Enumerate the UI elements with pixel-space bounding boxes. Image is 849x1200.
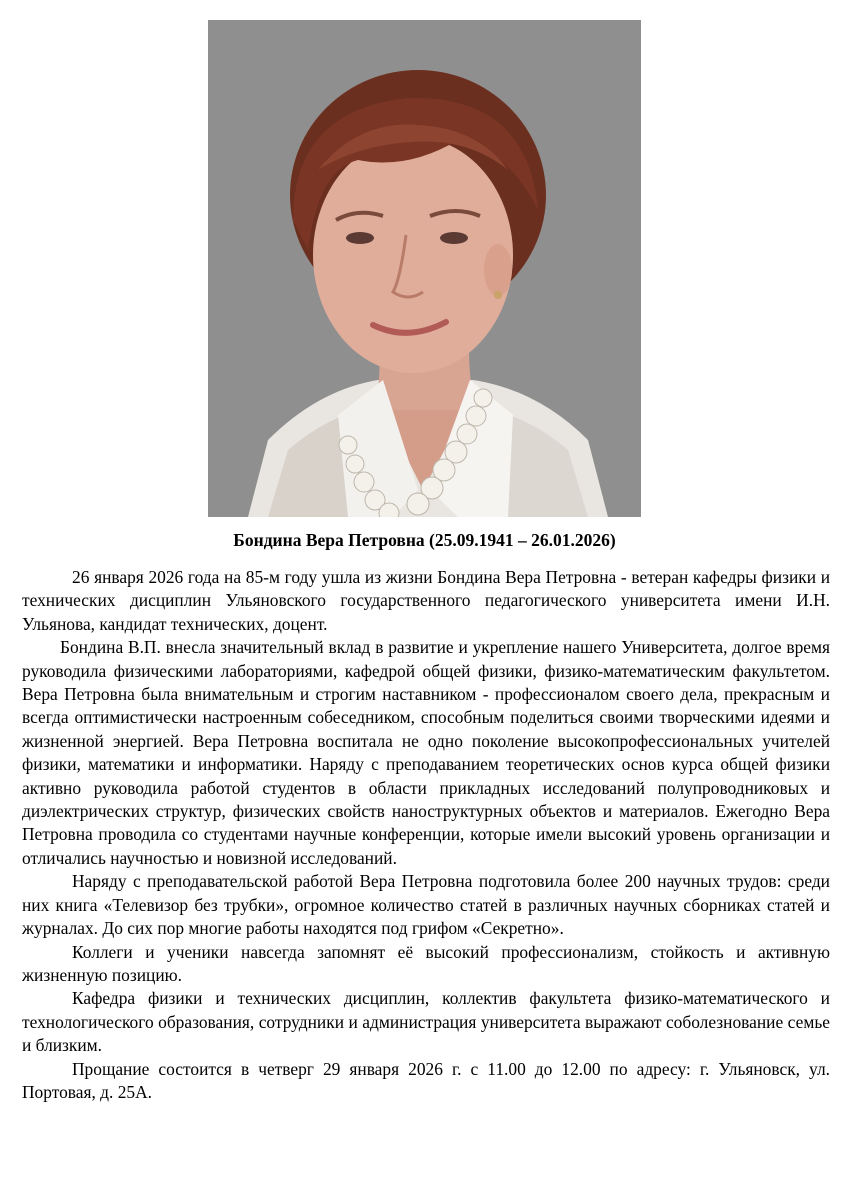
obituary-title: Бондина Вера Петровна (25.09.1941 – 26.01.2026) [233,530,616,550]
obituary-text [22,566,830,1104]
paragraph-condolences: Кафедра физики и технических дисциплин, коллектив факультета физико-математического и технологического образования, сотрудники и администрация университета выражают соболезнование семье и близким. [22,988,830,1056]
paragraph-announcement: 26 января 2026 года на 85-м году ушла из жизни Бондина Вера Петровна - ветеран кафедры физики и технических дисциплин Ульяновского государственного педагогического университета имени И.Н. Ульянова, кандидат технических, доцент. [22,567,830,634]
portrait-photo [208,20,641,517]
portrait-illustration [208,20,641,517]
paragraph-farewell: Прощание состоится в четверг 29 января 2026 г. с 11.00 до 12.00 по адресу: г. Ульяновск, ул. Портовая, д. 25А. [22,1058,830,1102]
paragraph-publications: Наряду с преподавательской работой Вера Петровна подготовила более 200 научных трудов: среди них книга «Телевизор без трубки», огромное количество статей в различных научных сборниках статей и журналах. До сих пор многие работы находятся под грифом «Секретно». [22,871,830,939]
paragraph-contribution: Бондина В.П. внесла значительный вклад в развитие и укрепление нашего Университета, долгое время руководила физическими лабораториями, кафедрой общей физики, физико-математическим факультетом. Вера Петровна была внимательным и строгим наставником - профессионалом своего дела, прекрасным и всегда оптимистически настроенным собеседником, способным поделиться своими творческими идеями и жизненной энергией. Вера Петровна воспитала не одно поколение высокопрофессиональных учителей физики, математики и информатики. Наряду с преподаванием теоретических основ курса общей физики активно руководила работой студентов в области прикладных исследований полупроводниковых и диэлектрических структур, физических свойств наноструктурных объектов и материалов. Ежегодно Вера Петровна проводила со студентами научные конференции, которые имели высокий уровень организации и отличались научностью и новизной исследований. [22,637,830,868]
paragraph-remembrance: Коллеги и ученики навсегда запомнят её высокий профессионализм, стойкость и активную жизненную позицию. [22,941,830,985]
